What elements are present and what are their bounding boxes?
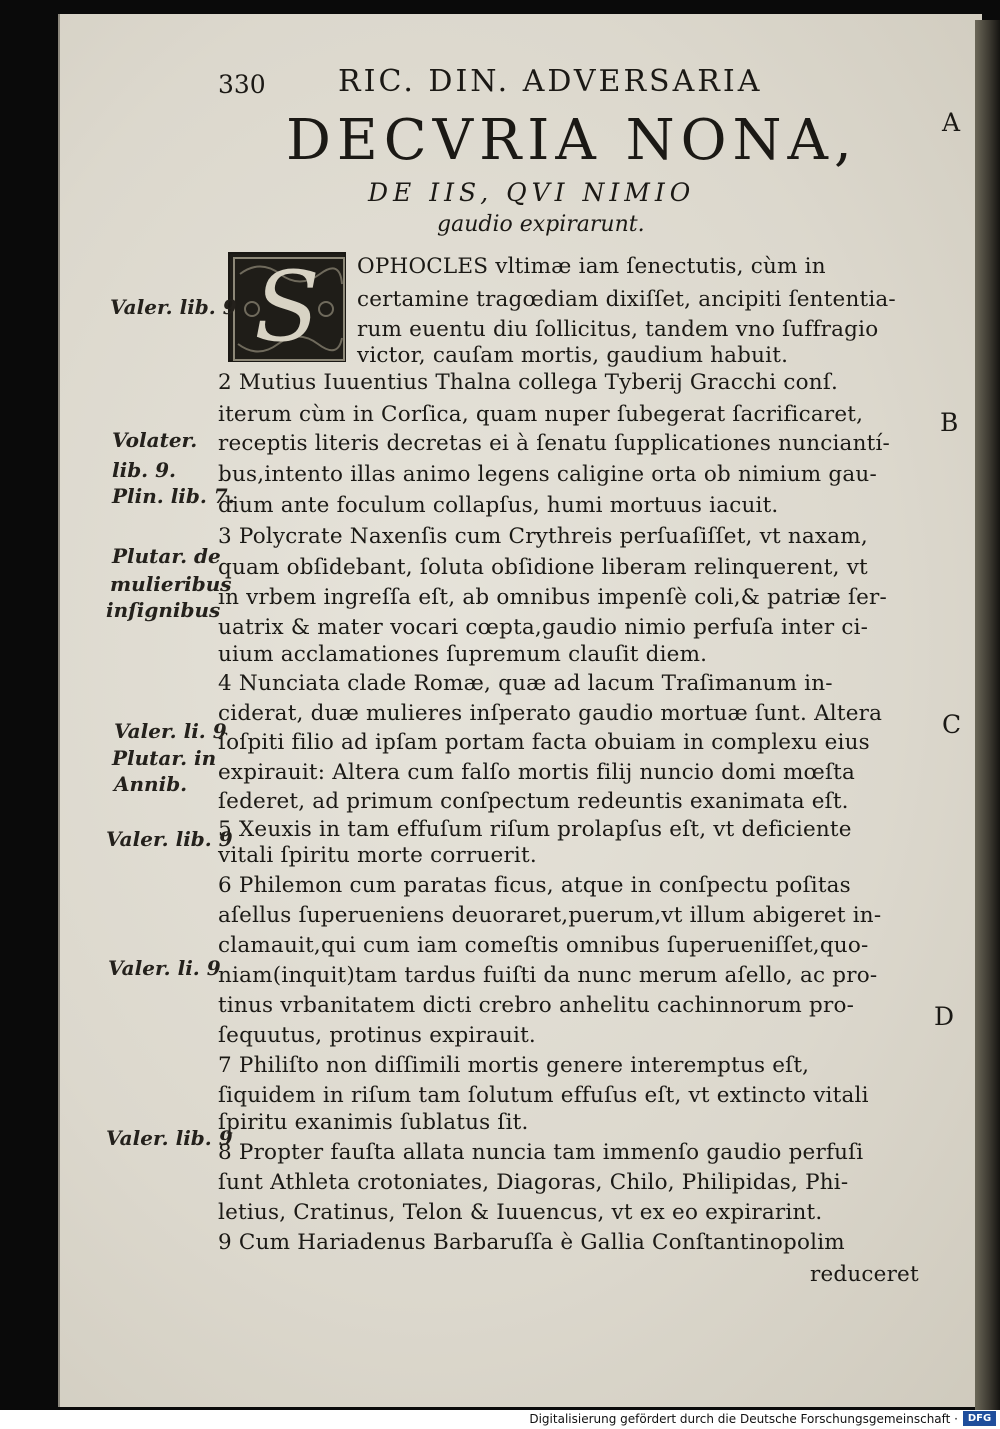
- margin-note: lib. 9.: [112, 458, 176, 482]
- body-line: vitali ſpiritu morte corruerit.: [218, 843, 537, 868]
- margin-note: Volater.: [112, 428, 198, 452]
- section-letter-a: A: [942, 108, 961, 137]
- body-line: victor, cauſam mortis, gaudium habuit.: [357, 343, 789, 368]
- catchword: reduceret: [810, 1262, 919, 1287]
- body-line: 4 Nunciata clade Romæ, quæ ad lacum Traſimanum in-: [218, 671, 833, 696]
- body-line: 3 Polycrate Naxenſis cum Crythreis perſuaſiſſet, vt naxam,: [218, 524, 868, 549]
- margin-note: Valer. li. 9: [108, 956, 221, 980]
- book-spine-edge: [975, 20, 1000, 1410]
- section-letter-c: C: [942, 710, 962, 739]
- body-line: uium acclamationes ſupremum clauſit diem.: [218, 642, 708, 667]
- body-line: ſiquidem in riſum tam ſolutum effuſus eſt, vt extincto vitali: [218, 1083, 869, 1108]
- body-line: ſpiritu exanimis ſublatus ſit.: [218, 1110, 529, 1135]
- body-line: 5 Xeuxis in tam effuſum riſum prolapſus eſt, vt deficiente: [218, 817, 852, 842]
- body-line: ſoſpiti filio ad ipſam portam facta obuiam in complexu eius: [218, 730, 870, 755]
- body-line: in vrbem ingreſſa eſt, ab omnibus impenſè coli,& patriæ ſer-: [218, 585, 887, 610]
- body-line: iterum cùm in Corſica, quam nuper ſubegerat ſacrificaret,: [218, 402, 864, 427]
- margin-note: inſignibus: [106, 598, 221, 622]
- dfg-logo-icon: DFG: [963, 1411, 996, 1426]
- body-line: 8 Propter fauſta allata nuncia tam immenſo gaudio perfuſi: [218, 1140, 864, 1165]
- body-line: 9 Cum Hariadenus Barbaruſſa è Gallia Conſtantinopolim: [218, 1230, 845, 1255]
- body-line: letius, Cratinus, Telon & Iuuencus, vt ex eo expirarint.: [218, 1200, 823, 1225]
- body-line: aſellus ſuperueniens deuoraret,puerum,vt illum abigeret in-: [218, 903, 882, 928]
- body-line: 2 Mutius Iuuentius Thalna collega Tyberij Gracchi conſ.: [218, 370, 839, 395]
- body-line: niam(inquit)tam tardus fuiſti da nunc merum aſello, ac pro-: [218, 963, 878, 988]
- chapter-subtitle-line-2: gaudio expirarunt.: [437, 212, 645, 237]
- body-line: uatrix & mater vocari cœpta,gaudio nimio perfuſa inter ci-: [218, 615, 869, 640]
- body-line: rum euentu diu ſollicitus, tandem vno ſuffragio: [357, 317, 879, 342]
- margin-note: Annib.: [114, 772, 188, 796]
- chapter-title: DECVRIA NONA,: [286, 108, 858, 173]
- margin-note: Valer. lib. 9: [106, 1126, 233, 1150]
- body-line: 7 Philiſto non diſſimili mortis genere interemptus eſt,: [218, 1053, 810, 1078]
- margin-note: mulieribus: [110, 572, 232, 596]
- section-letter-b: B: [940, 408, 959, 437]
- digitization-credit: Digitalisierung gefördert durch die Deutsche Forschungsgemeinschaft ·: [529, 1412, 958, 1426]
- body-line: clamauit,qui cum iam comeſtis omnibus ſuperueniſſet,quo-: [218, 933, 869, 958]
- body-line: ciderat, duæ mulieres inſperato gaudio mortuæ ſunt. Altera: [218, 701, 883, 726]
- body-line: quam obſidebant, ſoluta obſidione liberam relinquerent, vt: [218, 555, 868, 580]
- margin-note: Plutar. de: [112, 544, 221, 568]
- body-line: OPHOCLES vltimæ iam ſenectutis, cùm in: [357, 254, 826, 279]
- body-line: dium ante foculum collapſus, humi mortuus iacuit.: [218, 493, 779, 518]
- body-line: bus,intento illas animo legens caligine orta ob nimium gau-: [218, 462, 877, 487]
- margin-note: Plin. lib. 7.: [112, 484, 235, 508]
- margin-note: Valer. lib. 9: [106, 827, 233, 851]
- margin-note: Valer. li. 9: [114, 719, 227, 743]
- body-line: certamine tragœdiam dixiſſet, ancipiti ſententia-: [357, 287, 896, 312]
- chapter-subtitle-line-1: DE IIS, QVI NIMIO: [368, 178, 696, 207]
- page-number: 330: [218, 70, 266, 99]
- body-line: expirauit: Altera cum falſo mortis filij nuncio domi mœſta: [218, 760, 855, 785]
- body-line: receptis literis decretas ei à ſenatu ſupplicationes nunciantí-: [218, 431, 891, 456]
- body-line: ſunt Athleta crotoniates, Diagoras, Chilo, Philipidas, Phi-: [218, 1170, 849, 1195]
- body-line: ſederet, ad primum conſpectum redeuntis exanimata eſt.: [218, 789, 849, 814]
- body-line: tinus vrbanitatem dicti crebro anhelitu cachinnorum pro-: [218, 993, 855, 1018]
- running-head: RIC. DIN. ADVERSARIA: [338, 64, 763, 99]
- drop-cap-letter: S: [254, 251, 320, 363]
- body-line: 6 Philemon cum paratas ficus, atque in conſpectu poſitas: [218, 873, 851, 898]
- section-letter-d: D: [934, 1002, 955, 1031]
- margin-note: Plutar. in: [112, 746, 217, 770]
- body-line: ſequutus, protinus expirauit.: [218, 1023, 536, 1048]
- decorated-initial: [228, 252, 346, 362]
- margin-note: Valer. lib. 9: [110, 295, 237, 319]
